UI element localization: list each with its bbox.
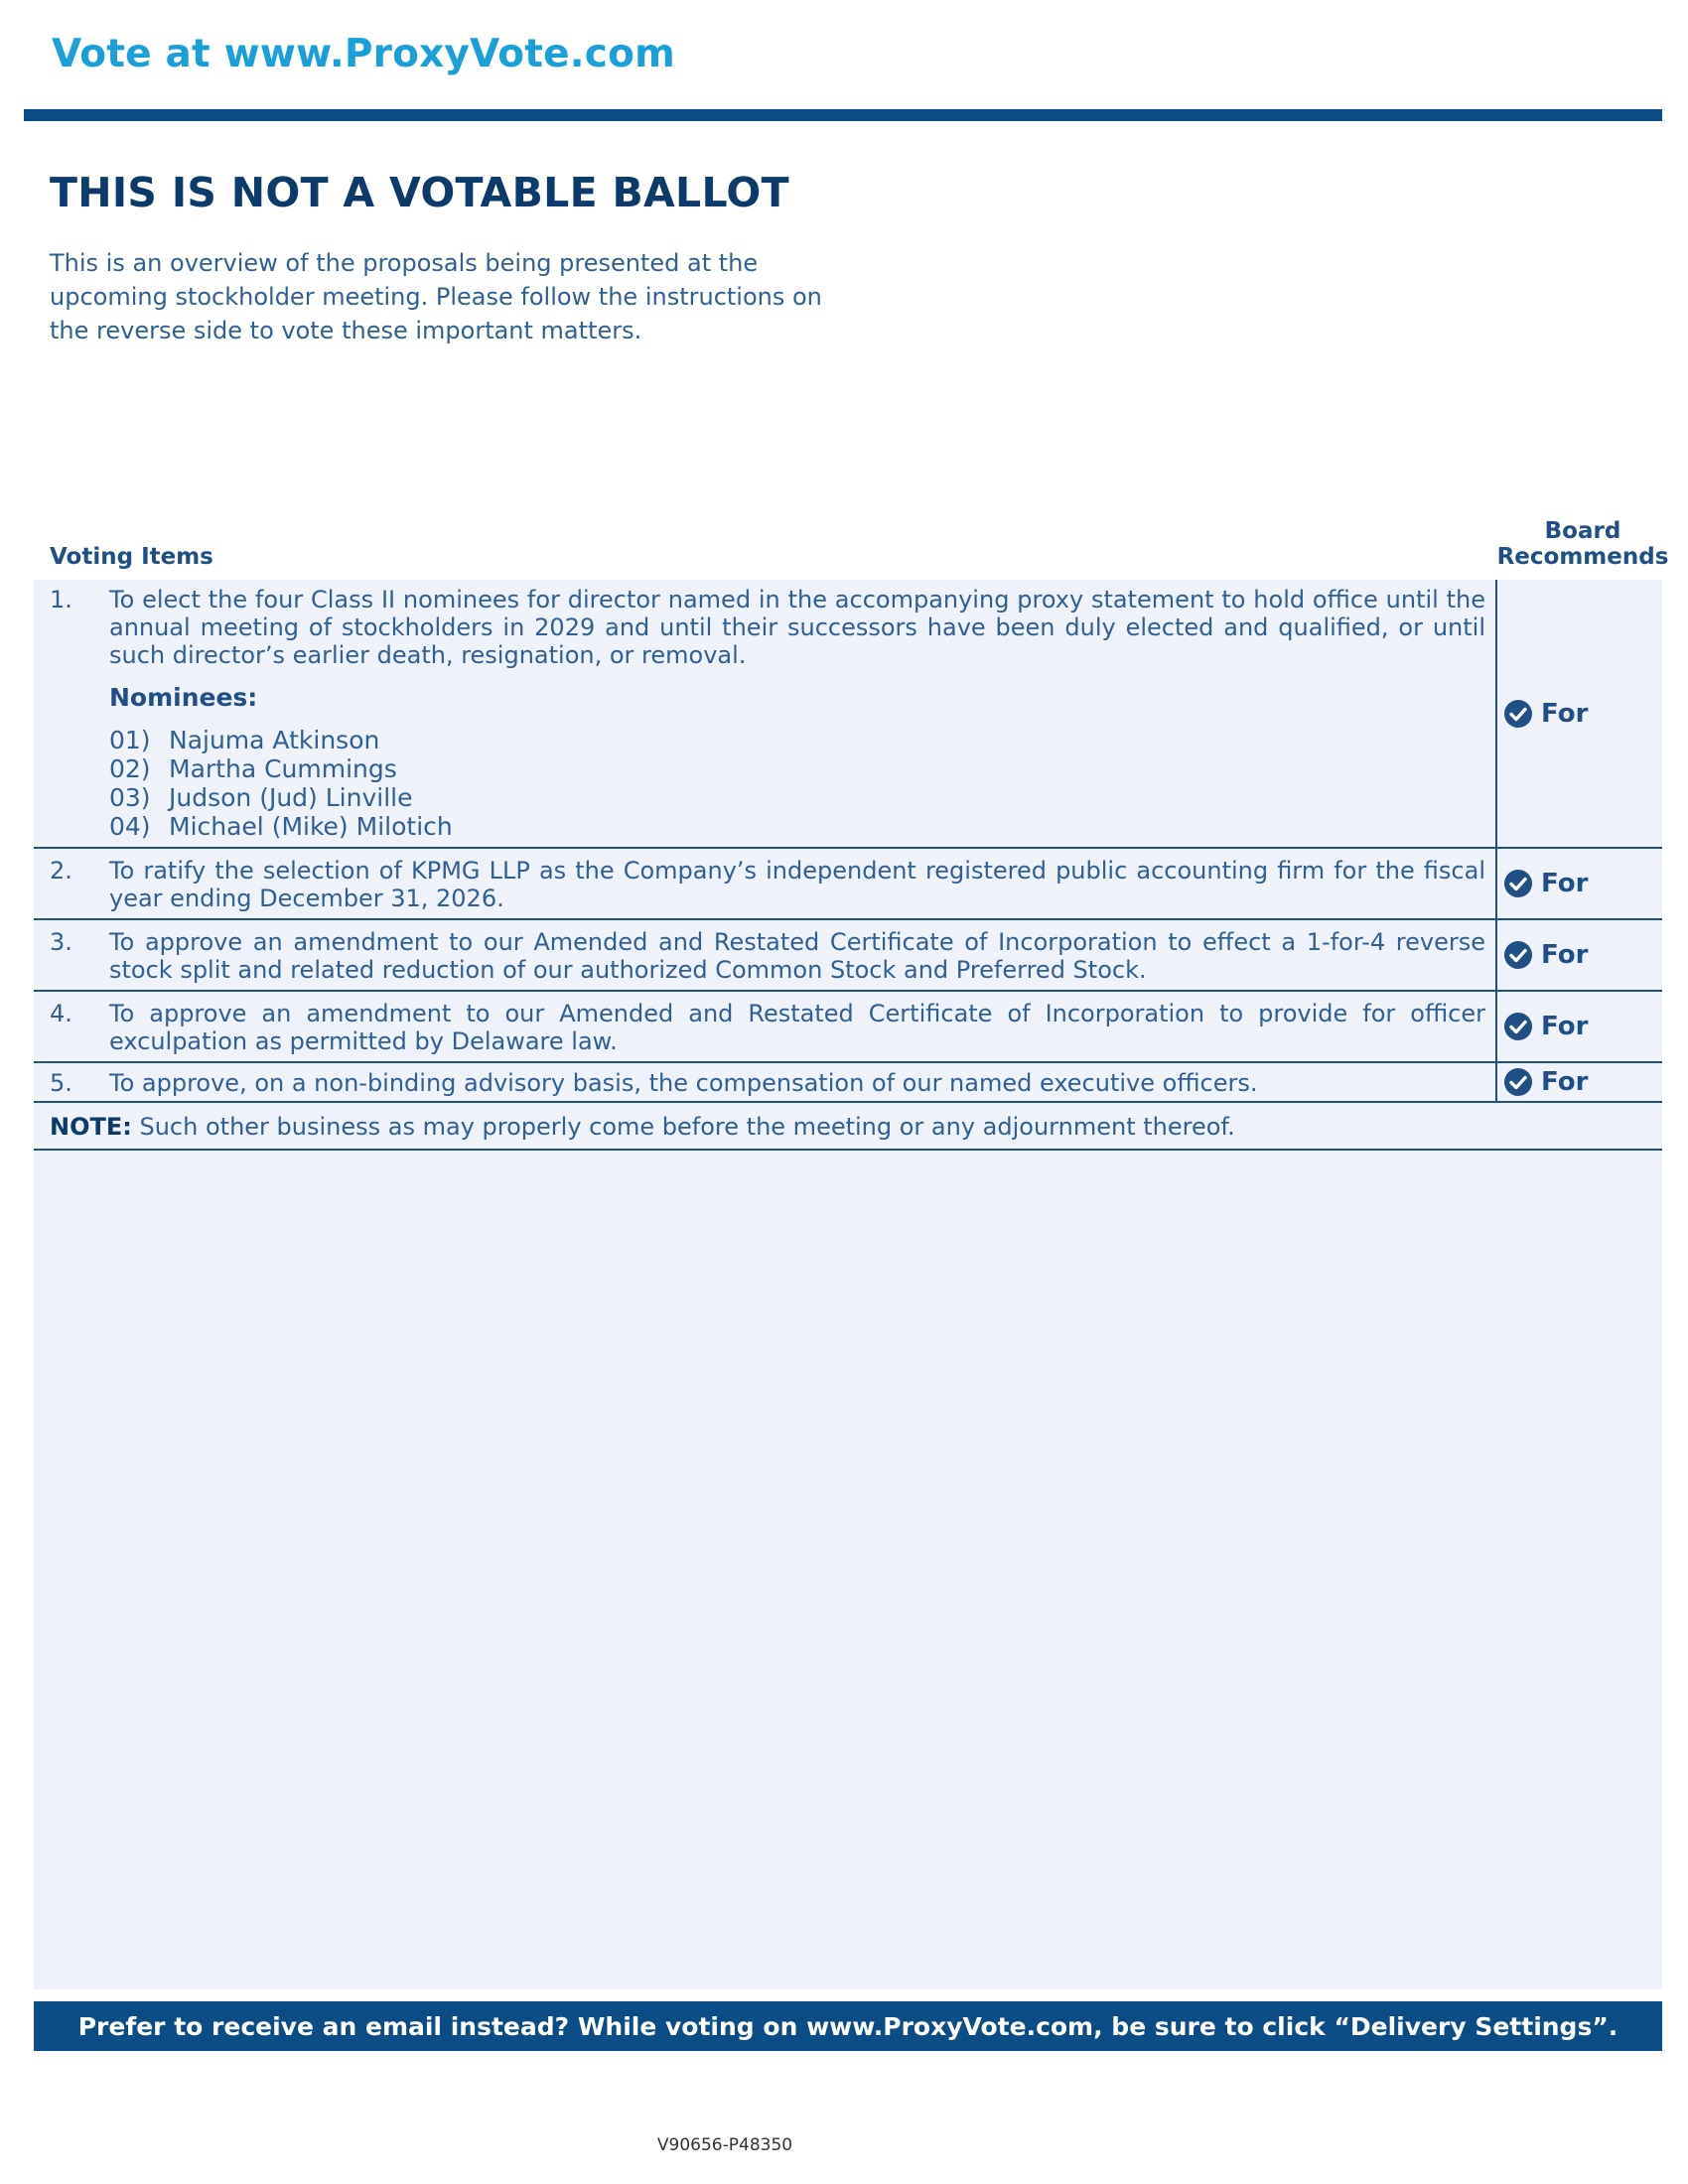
recommendation-cell — [1497, 920, 1662, 990]
column-header-voting-items: Voting Items — [50, 544, 213, 570]
item-cell — [34, 580, 1497, 847]
check-circle-icon — [1503, 1012, 1533, 1041]
nominees-heading: Nominees: — [109, 683, 258, 712]
note-label: NOTE: — [50, 1113, 132, 1141]
item-number: 3. — [50, 928, 72, 956]
table-row — [34, 580, 1662, 849]
item-number: 1. — [50, 586, 72, 614]
intro-line-2: upcoming stockholder meeting. Please follow the instructions on — [50, 283, 822, 311]
recommendation-label: For — [1541, 1012, 1589, 1041]
column-header-board-recommends — [1485, 518, 1680, 570]
nominee-name: Judson (Jud) Linville — [169, 783, 413, 812]
item-cell — [34, 849, 1497, 918]
nominee-number: 03) — [109, 783, 151, 812]
table-row — [34, 849, 1662, 920]
item-text: To elect the four Class II nominees for director named in the accompanying proxy statement to hold office until the annual meeting of stockholders in 2029 and until their successors have been duly elected and qualified, or until such director’s earlier death, resignation, or removal. — [109, 586, 1485, 669]
list-item — [109, 726, 1485, 754]
list-item — [109, 783, 1485, 812]
item-number: 2. — [50, 857, 72, 885]
intro-line-1: This is an overview of the proposals being presented at the — [50, 249, 759, 277]
check-circle-icon — [1503, 699, 1533, 729]
vote-link-title[interactable]: Vote at www.ProxyVote.com — [52, 32, 675, 76]
item-text: To approve, on a non-binding advisory basis, the compensation of our named executive officers. — [109, 1069, 1258, 1097]
recommendation-cell — [1497, 992, 1662, 1061]
nominee-list — [109, 726, 1485, 841]
banner-text: Prefer to receive an email instead? While voting on www.ProxyVote.com, be sure to click “Delivery Settings”. — [77, 2011, 1618, 2041]
email-delivery-banner — [34, 2001, 1662, 2051]
recommendation-cell — [1497, 849, 1662, 918]
recommendation-label: For — [1541, 869, 1589, 898]
header-divider — [24, 109, 1662, 121]
document-code: V90656-P48350 — [656, 2135, 793, 2155]
item-text: To ratify the selection of KPMG LLP as the Company’s independent registered public accounting firm for the fiscal year ending December 31, 2026. — [109, 857, 1485, 912]
item-cell — [34, 992, 1497, 1061]
nominee-name: Michael (Mike) Milotich — [169, 812, 453, 841]
list-item — [109, 812, 1485, 841]
voting-items-table — [34, 580, 1662, 1151]
recommendation-label: For — [1541, 940, 1589, 970]
table-row — [34, 992, 1662, 1063]
intro-line-3: the reverse side to vote these important matters. — [50, 317, 642, 344]
check-circle-icon — [1503, 869, 1533, 898]
nominee-number: 02) — [109, 754, 151, 783]
item-cell — [34, 1063, 1497, 1101]
item-text: To approve an amendment to our Amended and Restated Certificate of Incorporation to effect a 1-for-4 reverse stock split and related reduction of our authorized Common Stock and Preferred Stock. — [109, 928, 1485, 984]
nominee-number: 01) — [109, 726, 151, 754]
item-number: 4. — [50, 1000, 72, 1027]
note-text: Such other business as may properly come before the meeting or any adjournment thereof. — [131, 1113, 1235, 1141]
list-item — [109, 754, 1485, 783]
recommendation-cell — [1497, 1063, 1662, 1101]
check-circle-icon — [1503, 940, 1533, 970]
recommendation-label: For — [1541, 698, 1589, 729]
board-header-line-1: Board — [1544, 518, 1621, 544]
table-row — [34, 1063, 1662, 1103]
table-row — [34, 920, 1662, 992]
recommendation-cell — [1497, 580, 1662, 847]
item-number: 5. — [50, 1069, 72, 1097]
nominee-number: 04) — [109, 812, 151, 841]
item-text: To approve an amendment to our Amended and Restated Certificate of Incorporation to provide for officer exculpation as permitted by Delaware law. — [109, 1000, 1485, 1055]
nominee-name: Najuma Atkinson — [169, 726, 380, 754]
nominee-name: Martha Cummings — [169, 754, 397, 783]
intro-text — [50, 246, 844, 347]
note-row — [34, 1103, 1662, 1151]
page-title: THIS IS NOT A VOTABLE BALLOT — [50, 169, 789, 216]
board-header-line-2: Recommends — [1496, 544, 1669, 570]
recommendation-label: For — [1541, 1067, 1589, 1097]
check-circle-icon — [1503, 1067, 1533, 1097]
item-cell — [34, 920, 1497, 990]
